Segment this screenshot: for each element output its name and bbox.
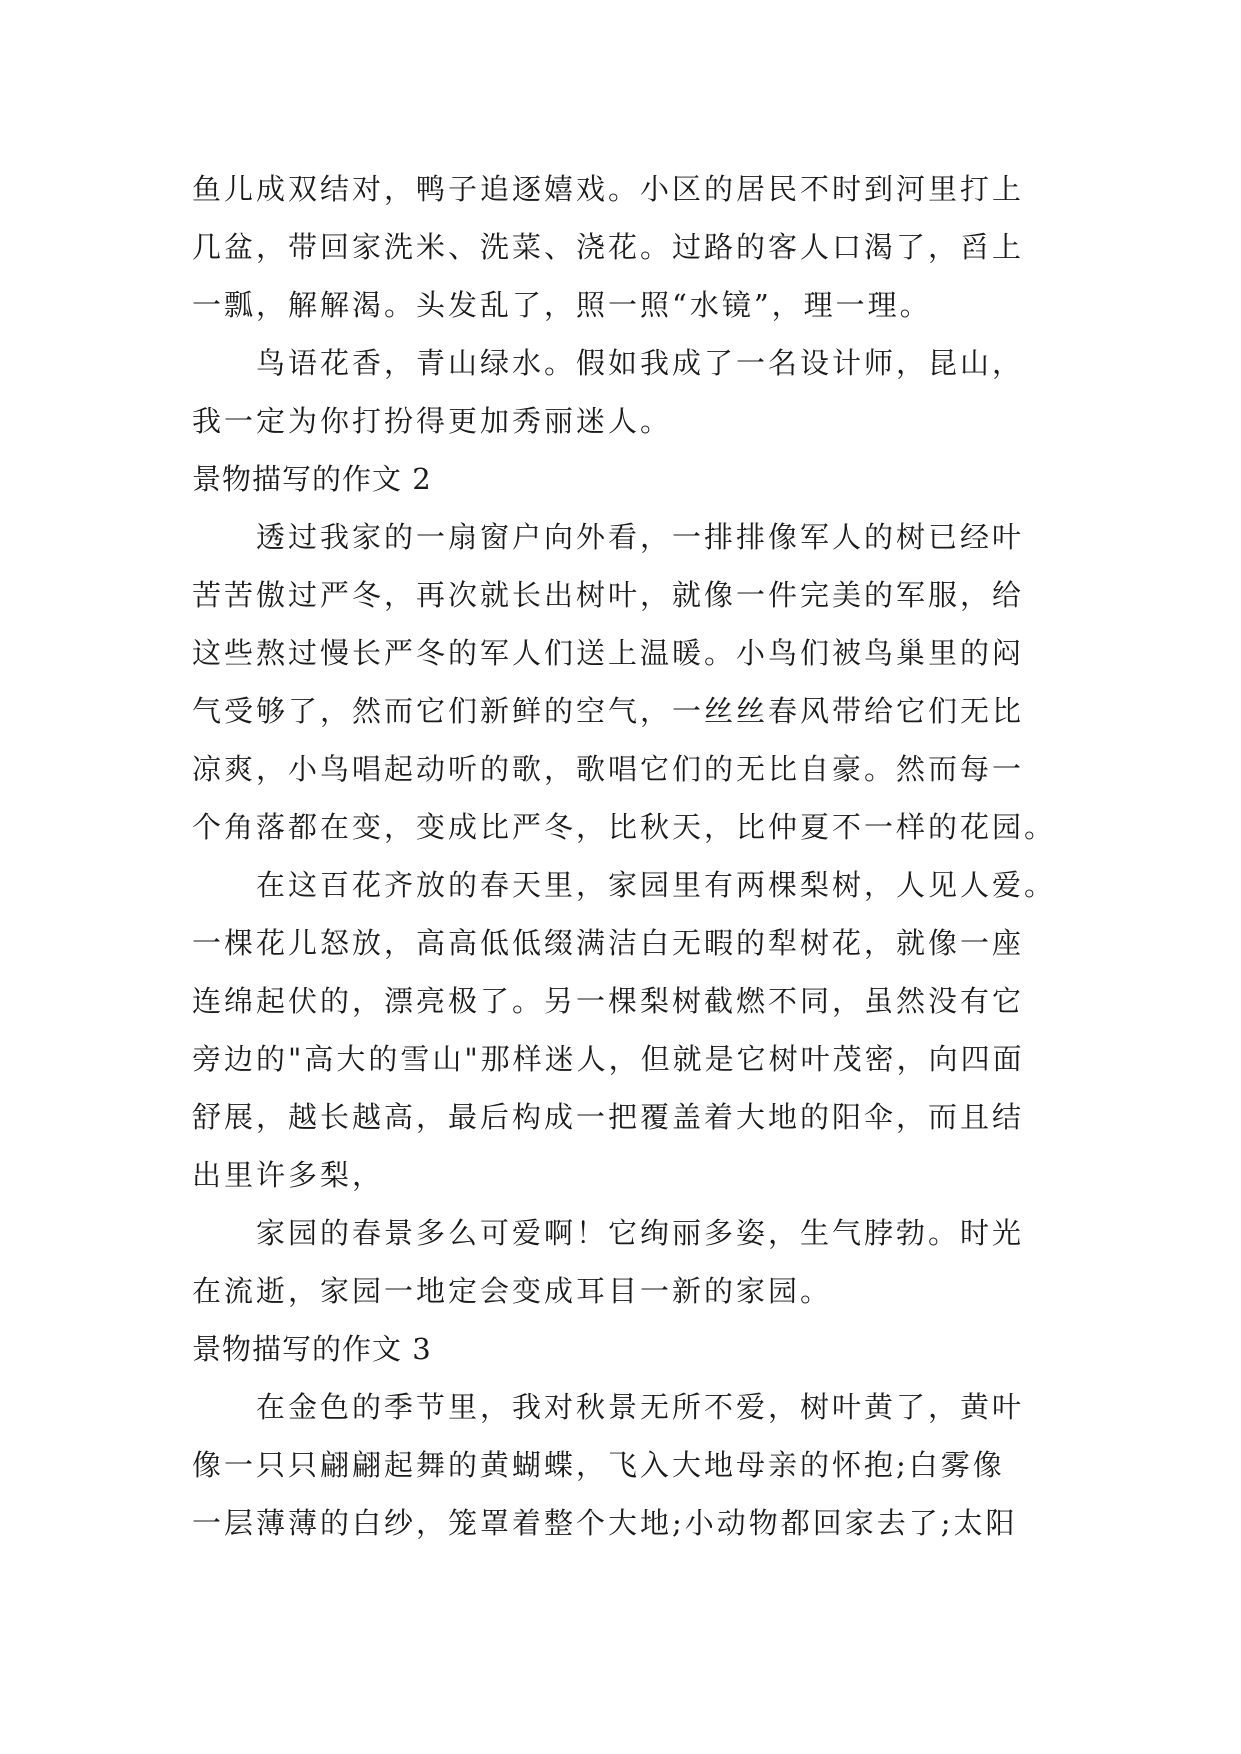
paragraph-line: 在流逝，家园一地定会变成耳目一新的家园。: [192, 1274, 833, 1308]
paragraph-first-line: 透过我家的一扇窗户向外看，一排排像军人的树已经叶: [256, 520, 1025, 554]
paragraph-line: 旁边的"高大的雪山"那样迷人，但就是它树叶茂密，向四面: [192, 1042, 1025, 1076]
paragraph-line: 凉爽，小鸟唱起动听的歌，歌唱它们的无比自豪。然而每一: [192, 752, 1025, 786]
paragraph-line: 这些熬过慢长严冬的军人们送上温暖。小鸟们被鸟巢里的闷: [192, 636, 1025, 670]
paragraph-first-line: 家园的春景多么可爱啊！它绚丽多姿，生气脖勃。时光: [256, 1216, 1025, 1250]
paragraph-first-line: 鸟语花香，青山绿水。假如我成了一名设计师，昆山，: [256, 346, 1025, 380]
paragraph-line: 出里许多梨，: [192, 1158, 385, 1192]
document-body: [192, 160, 1072, 1552]
paragraph-line: 像一只只翩翩起舞的黄蝴蝶，飞入大地母亲的怀抱;白雾像: [192, 1448, 1005, 1482]
paragraph-line: 舒展，越长越高，最后构成一把覆盖着大地的阳伞，而且结: [192, 1100, 1025, 1134]
paragraph-line: 我一定为你打扮得更加秀丽迷人。: [192, 404, 673, 438]
paragraph-line: 个角落都在变，变成比严冬，比秋天，比仲夏不一样的花园。: [192, 810, 1057, 844]
paragraph-line: 连绵起伏的，漂亮极了。另一棵梨树截燃不同，虽然没有它: [192, 984, 1025, 1018]
paragraph-line: 一层薄薄的白纱，笼罩着整个大地;小动物都回家去了;太阳: [192, 1506, 1018, 1540]
section-heading: 景物描写的作文 3: [192, 1332, 432, 1366]
paragraph-line: 一瓢，解解渴。头发乱了，照一照“水镜”，理一理。: [192, 288, 932, 322]
paragraph-line: 几盆，带回家洗米、洗菜、浇花。过路的客人口渴了，舀上: [192, 230, 1025, 264]
paragraph-line: 气受够了，然而它们新鲜的空气，一丝丝春风带给它们无比: [192, 694, 1025, 728]
paragraph-first-line: 在这百花齐放的春天里，家园里有两棵梨树，人见人爱。: [256, 868, 1057, 902]
paragraph-line: 苦苦傲过严冬，再次就长出树叶，就像一件完美的军服，给: [192, 578, 1025, 612]
paragraph-line: 一棵花儿怒放，高高低低缀满洁白无暇的犁树花，就像一座: [192, 926, 1025, 960]
paragraph-first-line: 在金色的季节里，我对秋景无所不爱，树叶黄了，黄叶: [256, 1390, 1025, 1424]
paragraph-line: 鱼儿成双结对，鸭子追逐嬉戏。小区的居民不时到河里打上: [192, 172, 1025, 206]
section-heading: 景物描写的作文 2: [192, 462, 432, 496]
